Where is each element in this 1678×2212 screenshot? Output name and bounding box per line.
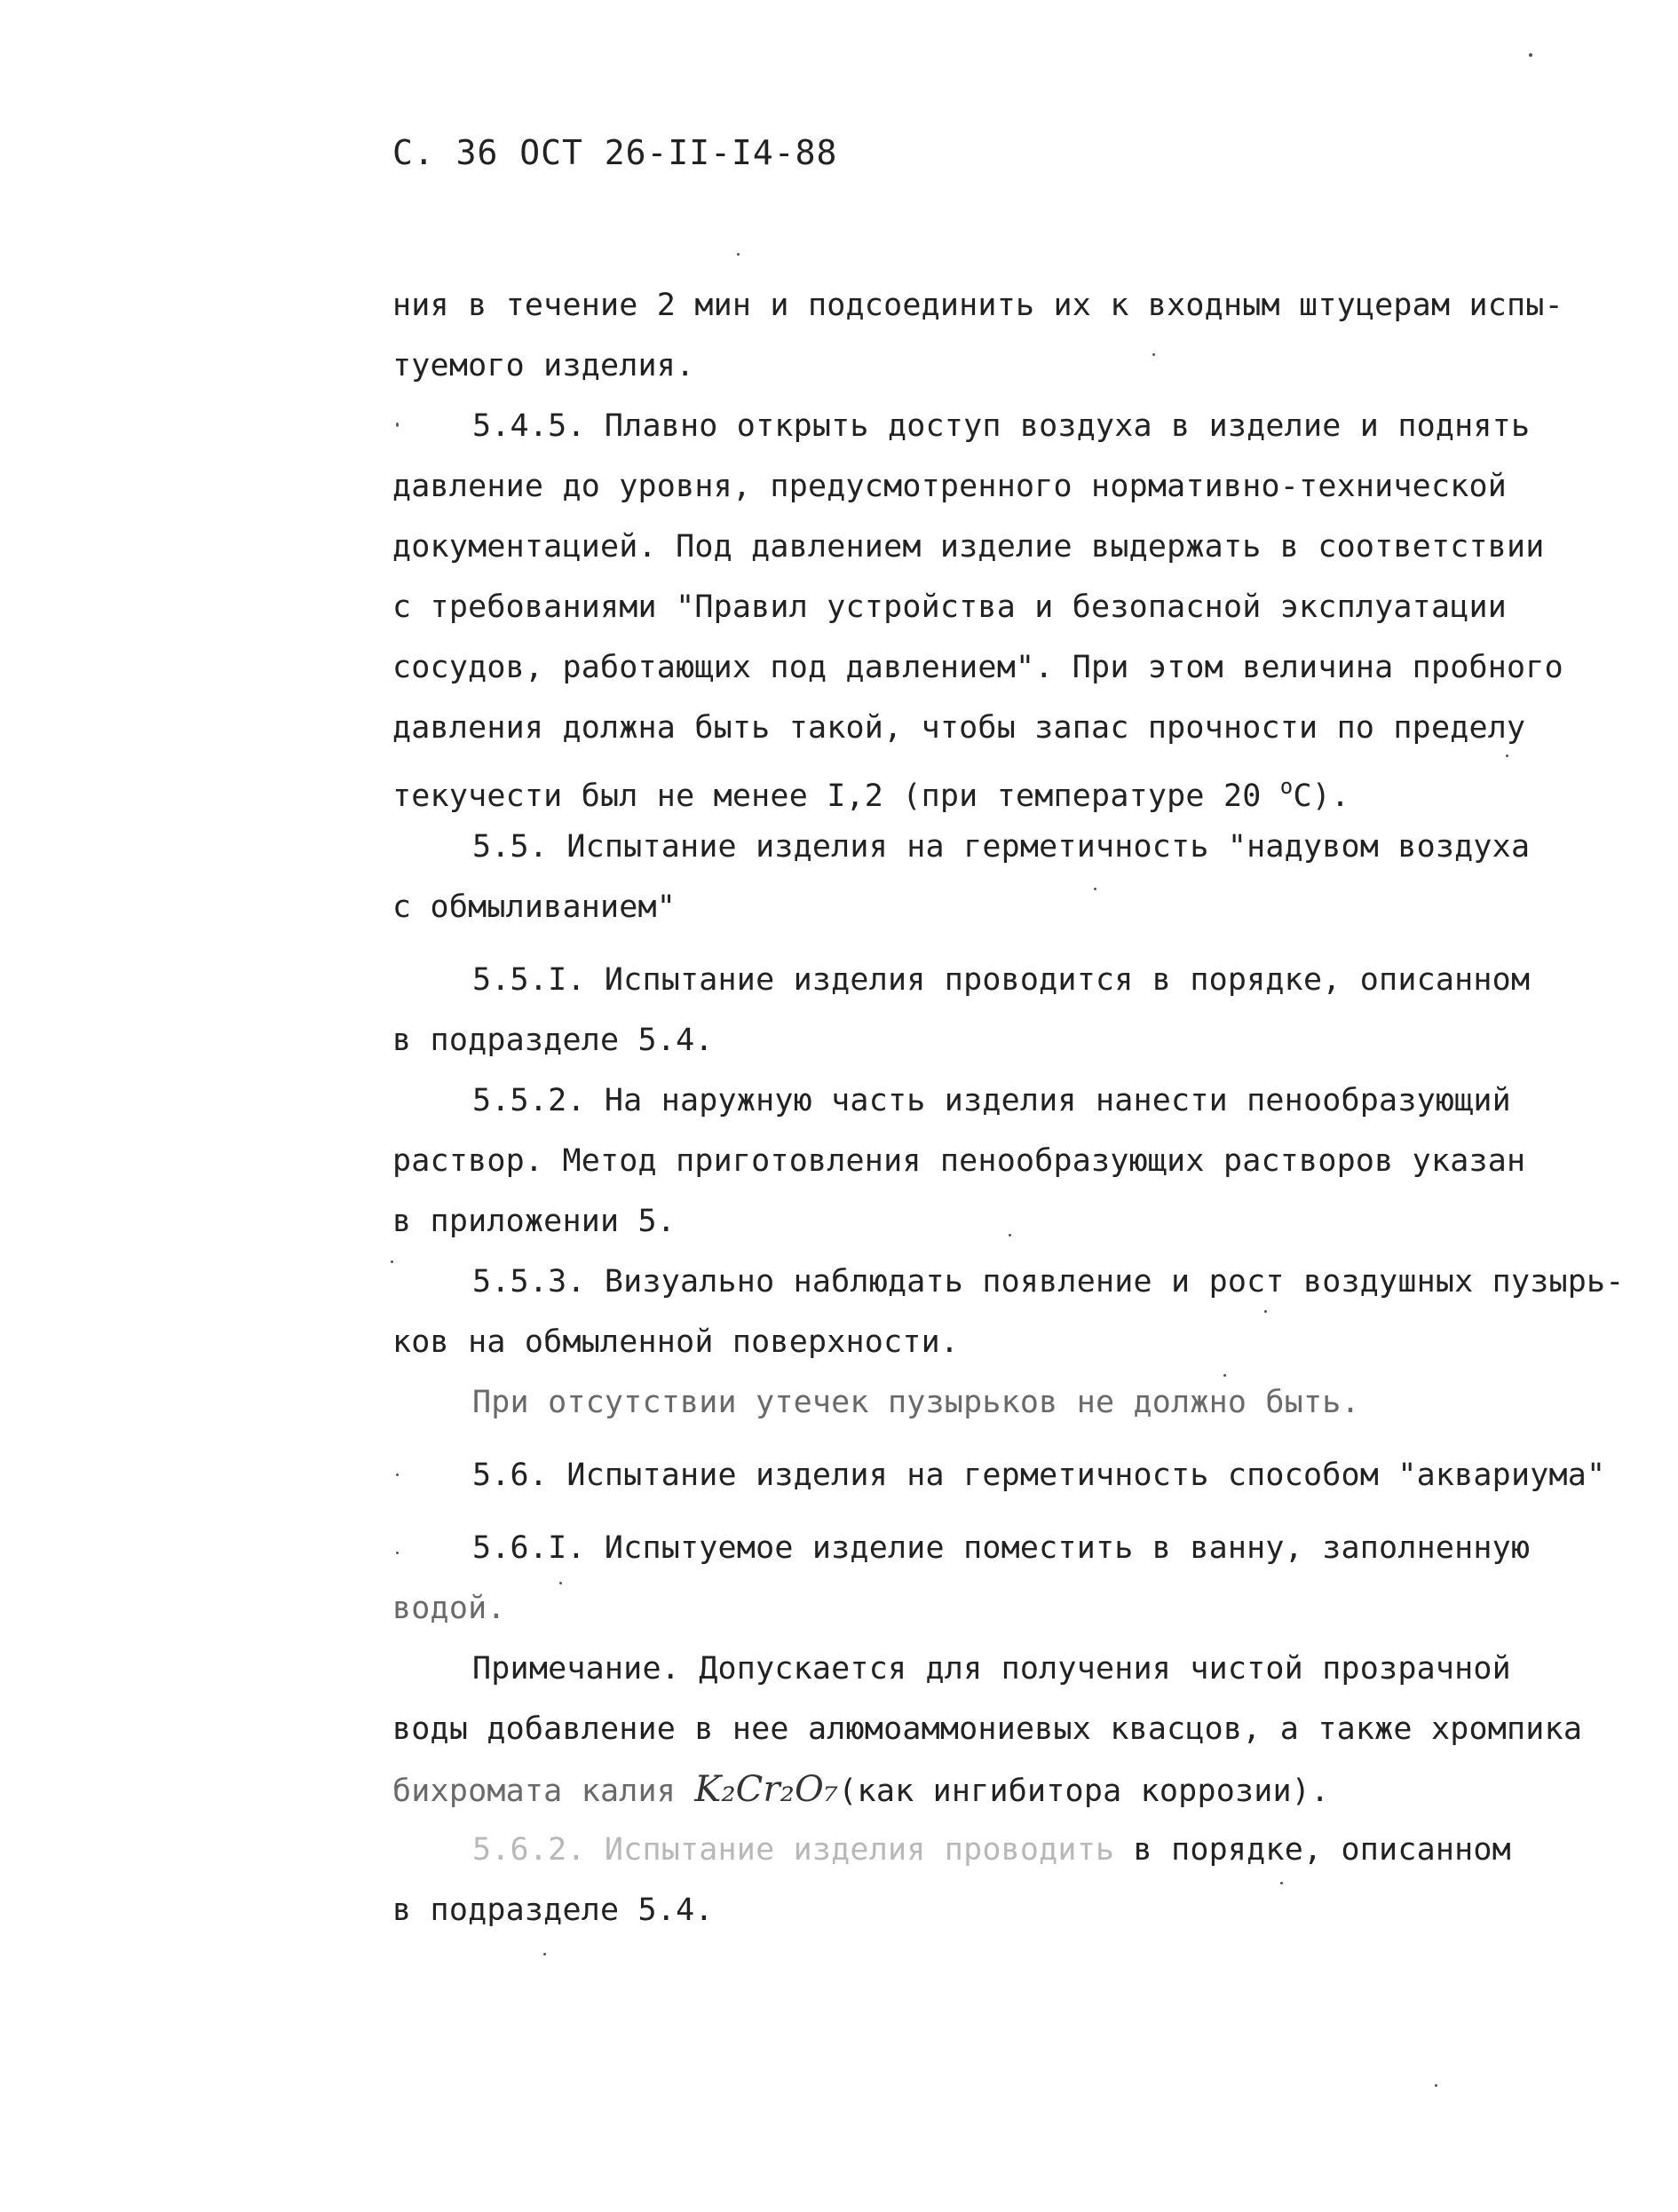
scan-speck bbox=[1506, 754, 1508, 757]
text-line: с требованиями "Правил устройства и безопасной эксплуатации bbox=[392, 589, 1508, 625]
text-span: текучести был не менее I,2 (при температуре 20 bbox=[392, 778, 1280, 814]
text-span: бихромата калия bbox=[392, 1774, 695, 1809]
chemical-formula: K₂Cr₂O₇ bbox=[694, 1769, 839, 1810]
text-line: документацией. Под давлением изделие выдержать в соответствии bbox=[392, 529, 1545, 565]
scan-speck bbox=[1223, 1374, 1226, 1377]
faded-text-span: 5.6.2. Испытание изделия проводить bbox=[472, 1832, 1115, 1868]
text-line bbox=[392, 1769, 1330, 1810]
text-line: давление до уровня, предусмотренного нормативно-технической bbox=[392, 469, 1508, 504]
section-5-6-heading: 5.6. Испытание изделия на герметичность способом "аквариума" bbox=[472, 1458, 1606, 1493]
scan-speck bbox=[396, 1552, 399, 1554]
text-line: в подразделе 5.4. bbox=[392, 1023, 714, 1058]
scan-speck bbox=[737, 253, 740, 256]
note-paragraph: Примечание. Допускается для получения чистой прозрачной bbox=[472, 1651, 1511, 1687]
scan-speck bbox=[1280, 1882, 1283, 1884]
degree-superscript: о bbox=[1279, 774, 1294, 799]
scan-speck bbox=[1529, 53, 1532, 57]
text-line: раствор. Метод приготовления пенообразующих растворов указан bbox=[392, 1143, 1526, 1179]
scan-speck bbox=[559, 1582, 562, 1584]
text-line bbox=[392, 769, 1350, 814]
paragraph-5-6-2 bbox=[472, 1832, 1511, 1868]
scan-speck bbox=[1435, 2084, 1437, 2087]
text-span: в порядке, описанном bbox=[1114, 1832, 1511, 1868]
text-line: ков на обмыленной поверхности. bbox=[392, 1324, 960, 1360]
paragraph-5-4-5: 5.4.5. Плавно открыть доступ воздуха в изделие и поднять bbox=[472, 408, 1531, 444]
paragraph-5-5-1: 5.5.I. Испытание изделия проводится в порядке, описанном bbox=[472, 962, 1531, 998]
text-span: С). bbox=[1293, 778, 1350, 814]
scan-speck bbox=[391, 1260, 393, 1263]
text-line: в подразделе 5.4. bbox=[392, 1892, 714, 1928]
scan-speck bbox=[1264, 1310, 1267, 1313]
paragraph-5-5-2: 5.5.2. На наружную часть изделия нанести пенообразующий bbox=[472, 1083, 1511, 1118]
text-line: туемого изделия. bbox=[392, 348, 695, 383]
scan-speck bbox=[396, 423, 399, 427]
text-span: (как ингибитора коррозии). bbox=[838, 1774, 1330, 1809]
text-line: с обмыливанием" bbox=[392, 889, 677, 925]
scan-speck bbox=[1152, 353, 1155, 356]
scan-speck bbox=[543, 1953, 546, 1955]
page-header: С. 36 ОСТ 26-II-I4-88 bbox=[392, 133, 838, 172]
text-line: воды добавление в нее алюмоаммониевых квасцов, а также хромпика bbox=[392, 1711, 1583, 1747]
scan-speck bbox=[1094, 888, 1096, 890]
section-5-5-heading: 5.5. Испытание изделия на герметичность "надувом воздуха bbox=[472, 829, 1531, 865]
text-line: давления должна быть такой, чтобы запас прочности по пределу bbox=[392, 710, 1526, 746]
text-line: ния в течение 2 мин и подсоединить их к входным штуцерам испы- bbox=[392, 288, 1563, 323]
text-line: сосудов, работающих под давлением". При этом величина пробного bbox=[392, 650, 1563, 685]
paragraph-5-5-3: 5.5.3. Визуально наблюдать появление и рост воздушных пузырь- bbox=[472, 1264, 1625, 1300]
text-line: водой. bbox=[392, 1591, 506, 1626]
scan-speck bbox=[1009, 1234, 1011, 1236]
text-line: в приложении 5. bbox=[392, 1204, 677, 1239]
paragraph-5-6-1: 5.6.I. Испытуемое изделие поместить в ванну, заполненную bbox=[472, 1530, 1531, 1566]
scan-speck bbox=[396, 1473, 399, 1476]
text-line: При отсутствии утечек пузырьков не должно быть. bbox=[472, 1385, 1360, 1420]
